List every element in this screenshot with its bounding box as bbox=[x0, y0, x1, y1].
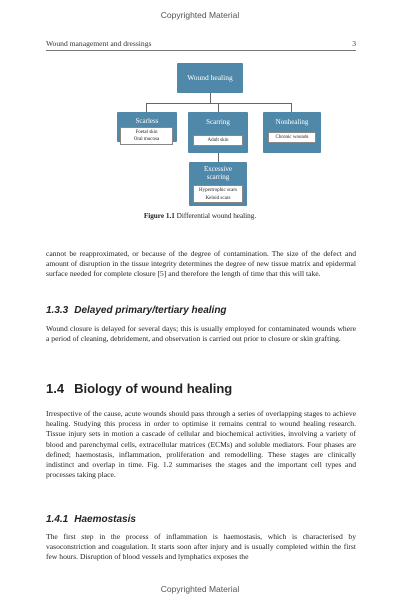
example-hypertrophic-scars: Hypertrophic scars bbox=[199, 188, 237, 193]
example-keloid-scars: Keloid scars bbox=[205, 195, 231, 201]
section-title: Haemostasis bbox=[74, 514, 136, 525]
page-number: 3 bbox=[352, 39, 356, 48]
section-number: 1.4.1 bbox=[46, 514, 69, 525]
node-scarring-label: Scarring bbox=[206, 118, 230, 126]
section-number: 1.3.3 bbox=[46, 305, 69, 316]
node-wound-healing bbox=[177, 63, 243, 93]
header-rule bbox=[46, 50, 356, 51]
section-number: 1.4 bbox=[46, 381, 65, 396]
example-oral-mucosa: Oral mucosa bbox=[133, 137, 160, 142]
node-scarless-label: Scarless bbox=[135, 117, 159, 125]
node-nonhealing-label: Nonhealing bbox=[275, 118, 309, 126]
node-wound-healing-label: Wound healing bbox=[187, 73, 233, 82]
node-excessive-label-2: scarring bbox=[206, 173, 230, 181]
paragraph-closure-continued: cannot be reapproximated, or because of the degree of contamination. The size of the defect and amount of disruption in the tissue integrity determines the degree of new tissue matrix and epidermal surface needed for complete closure [5] and therefore the length of time that this will take. bbox=[46, 249, 356, 279]
scarless-examples bbox=[120, 127, 173, 145]
connector-scarring bbox=[218, 103, 219, 112]
copyright-watermark-top: Copyrighted Material bbox=[160, 10, 240, 20]
paragraph-biology: Irrespective of the cause, acute wounds should pass through a series of overlapping stages to achieve healing. Studying this process in order to optimise it remains central to wound healing research. Tissue injury sets in motion a cascade of cellular and biochemical activities, involving a variety of blood and parenchymal cells, extracellular matrices (ECMs) and soluble mediators. Four phases are defined; haemostasis, inflammation, proliferation and remodelling. These stages are clinically indistinct and overlap in time. Fig. 1.2 summarises the stages and the important cell types and processes taking place. bbox=[46, 409, 356, 480]
example-adult-skin: Adult skin bbox=[207, 138, 229, 143]
section-heading-1-4-1 bbox=[46, 514, 136, 525]
node-scarring bbox=[188, 112, 248, 153]
scarring-examples bbox=[193, 135, 243, 146]
example-foetal-skin: Foetal skin bbox=[135, 130, 158, 135]
connector-horizontal bbox=[146, 103, 292, 104]
section-title: Delayed primary/tertiary healing bbox=[74, 305, 227, 316]
paragraph-haemostasis: The first step in the process of inflammation is haemostasis, which is characterised by vasoconstriction and coagulation. It starts soon after injury and is usually completed within the first few hours. Disruption of blood vessels and lymphatics exposes the bbox=[46, 532, 356, 562]
nonhealing-examples bbox=[268, 132, 316, 143]
running-head bbox=[46, 39, 356, 48]
example-chronic-wounds: Chronic wounds bbox=[275, 135, 309, 140]
paragraph-delayed-healing: Wound closure is delayed for several days; this is usually employed for contaminated wounds where a period of cleaning, debridement, and observation is carried out prior to closure or skin grafting. bbox=[46, 324, 356, 344]
section-heading-1-4 bbox=[46, 381, 232, 396]
section-title: Biology of wound healing bbox=[74, 381, 233, 396]
figure-caption bbox=[0, 212, 400, 220]
connector-excessive bbox=[218, 153, 219, 162]
figure-caption-text: Differential wound healing. bbox=[176, 212, 257, 220]
running-head-title: Wound management and dressings bbox=[46, 39, 152, 48]
section-heading-1-3-3 bbox=[46, 305, 227, 316]
excessive-examples bbox=[193, 185, 243, 203]
copyright-watermark-bottom: Copyrighted Material bbox=[160, 584, 240, 594]
figure-label: Figure 1.1 bbox=[143, 212, 175, 220]
connector-root-down bbox=[210, 93, 211, 103]
connector-nonhealing bbox=[291, 103, 292, 112]
connector-scarless bbox=[146, 103, 147, 112]
node-excessive-label-1: Excessive bbox=[204, 165, 232, 173]
